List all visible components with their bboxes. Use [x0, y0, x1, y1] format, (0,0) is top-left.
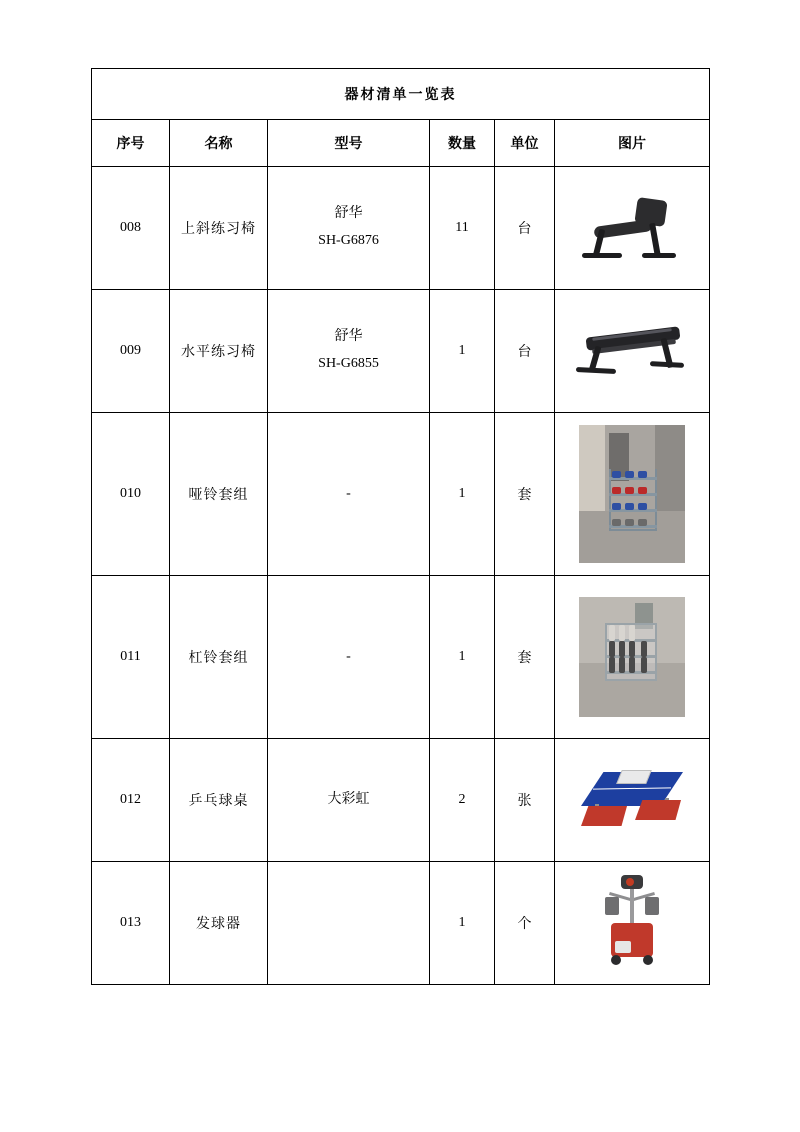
cell-qty: 1	[430, 576, 495, 739]
cell-no: 012	[92, 739, 170, 862]
cell-no: 009	[92, 290, 170, 413]
cell-name: 杠铃套组	[170, 576, 268, 739]
cell-model: -	[268, 576, 430, 739]
table-row	[92, 739, 710, 862]
cell-qty: 1	[430, 290, 495, 413]
dumbbell-rack-photo	[579, 425, 685, 563]
cell-picture	[555, 576, 710, 739]
column-header-qty: 数量	[430, 120, 495, 167]
cell-model	[268, 167, 430, 290]
model-line-1: 舒华	[334, 206, 363, 222]
barbell-rack-photo	[579, 597, 685, 717]
model-line-1: 舒华	[334, 329, 363, 345]
cell-name: 上斜练习椅	[170, 167, 268, 290]
column-header-no: 序号	[92, 120, 170, 167]
cell-picture	[555, 739, 710, 862]
cell-qty: 2	[430, 739, 495, 862]
flat-bench-photo	[572, 320, 692, 382]
cell-model: -	[268, 413, 430, 576]
table-tennis-table-photo	[573, 764, 691, 836]
equipment-inventory-table	[91, 68, 710, 985]
incline-bench-photo	[576, 195, 688, 261]
cell-no: 011	[92, 576, 170, 739]
ball-server-photo	[597, 875, 667, 971]
cell-qty: 1	[430, 413, 495, 576]
cell-unit: 台	[495, 290, 555, 413]
cell-no: 008	[92, 167, 170, 290]
cell-name: 乒乓球桌	[170, 739, 268, 862]
column-header-name: 名称	[170, 120, 268, 167]
cell-unit: 套	[495, 413, 555, 576]
column-header-picture: 图片	[555, 120, 710, 167]
cell-unit: 套	[495, 576, 555, 739]
cell-name: 发球器	[170, 862, 268, 985]
cell-unit: 个	[495, 862, 555, 985]
cell-qty: 11	[430, 167, 495, 290]
cell-unit: 台	[495, 167, 555, 290]
cell-model	[268, 290, 430, 413]
table-title-row	[92, 69, 710, 120]
table-row	[92, 576, 710, 739]
table-header-row	[92, 120, 710, 167]
cell-qty: 1	[430, 862, 495, 985]
cell-model: 大彩虹	[268, 739, 430, 862]
cell-picture	[555, 290, 710, 413]
table-row	[92, 167, 710, 290]
model-line-2: SH-G6876	[318, 233, 379, 248]
cell-picture	[555, 167, 710, 290]
cell-no: 013	[92, 862, 170, 985]
cell-no: 010	[92, 413, 170, 576]
cell-name: 哑铃套组	[170, 413, 268, 576]
column-header-unit: 单位	[495, 120, 555, 167]
cell-picture	[555, 862, 710, 985]
cell-model	[268, 862, 430, 985]
cell-unit: 张	[495, 739, 555, 862]
cell-picture	[555, 413, 710, 576]
table-row	[92, 290, 710, 413]
table-row	[92, 413, 710, 576]
page-title: 器材清单一览表	[92, 69, 710, 120]
cell-name: 水平练习椅	[170, 290, 268, 413]
model-line-2: SH-G6855	[318, 356, 379, 371]
column-header-model: 型号	[268, 120, 430, 167]
table-row	[92, 862, 710, 985]
